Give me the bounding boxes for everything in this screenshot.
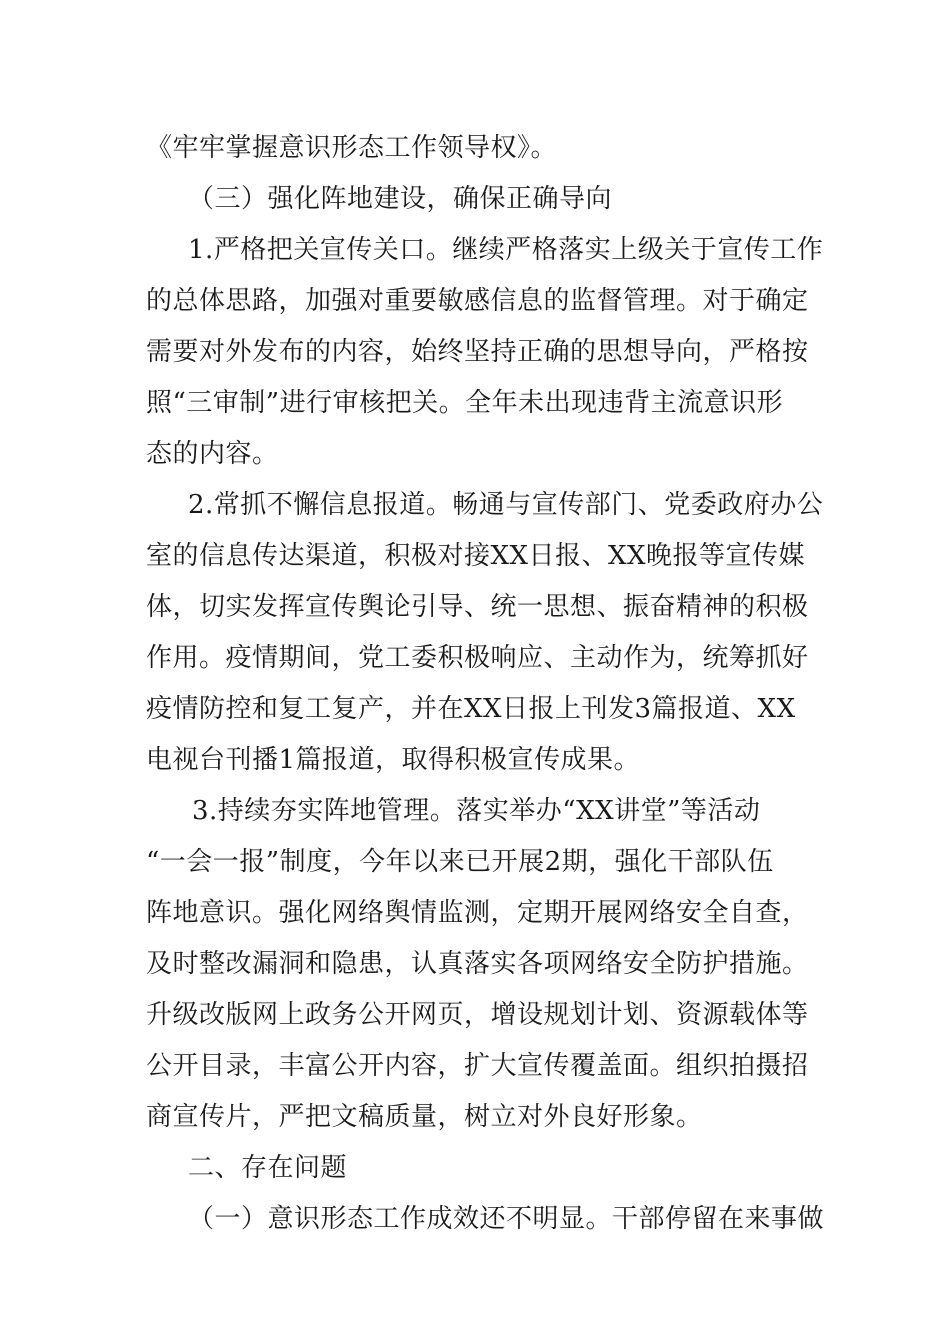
text-line: 需要对外发布的内容，始终坚持正确的思想导向，严格按 <box>146 337 809 367</box>
section-heading: （三）强化阵地建设，确保正确导向 <box>188 184 613 214</box>
text-line: 《牢牢掌握意识形态工作领导权》。 <box>146 133 558 163</box>
text-line: 及时整改漏洞和隐患，认真落实各项网络安全防护措施。 <box>146 949 809 979</box>
section-heading: 二、存在问题 <box>188 1153 348 1183</box>
paragraph-start: 1.严格把关宣传关口。继续严格落实上级关于宣传工作 <box>188 235 824 265</box>
text-line: 疫情防控和复工复产，并在XX日报上刊发3篇报道、XX <box>146 694 796 724</box>
text-line: 照“三审制”进行审核把关。全年未出现违背主流意识形 <box>146 388 784 418</box>
text-line: 作用。疫情期间，党工委积极响应、主动作为，统筹抓好 <box>146 643 809 673</box>
text-line: “一会一报”制度，今年以来已开展2期，强化干部队伍 <box>146 847 774 877</box>
text-line: 室的信息传达渠道，积极对接XX日报、XX晚报等宣传媒 <box>146 541 806 571</box>
paragraph-start: 3.持续夯实阵地管理。落实举办“XX讲堂”等活动 <box>192 796 761 826</box>
text-line: 升级改版网上政务公开网页，增设规划计划、资源载体等 <box>146 1000 809 1030</box>
text-line: 商宣传片，严把文稿质量，树立对外良好形象。 <box>146 1102 703 1132</box>
paragraph-start: 2.常抓不懈信息报道。畅通与宣传部门、党委政府办公 <box>188 490 824 520</box>
text-line: 公开目录，丰富公开内容，扩大宣传覆盖面。组织拍摄招 <box>146 1051 809 1081</box>
text-line: 体，切实发挥宣传舆论引导、统一思想、振奋精神的积极 <box>146 592 809 622</box>
section-heading: （一）意识形态工作成效还不明显。干部停留在来事做 <box>188 1204 825 1234</box>
text-line: 阵地意识。强化网络舆情监测，定期开展网络安全自查， <box>146 898 809 928</box>
text-line: 态的内容。 <box>146 439 279 469</box>
text-line: 电视台刊播1篇报道，取得积极宣传成果。 <box>146 745 641 775</box>
text-line: 的总体思路，加强对重要敏感信息的监督管理。对于确定 <box>146 286 809 316</box>
